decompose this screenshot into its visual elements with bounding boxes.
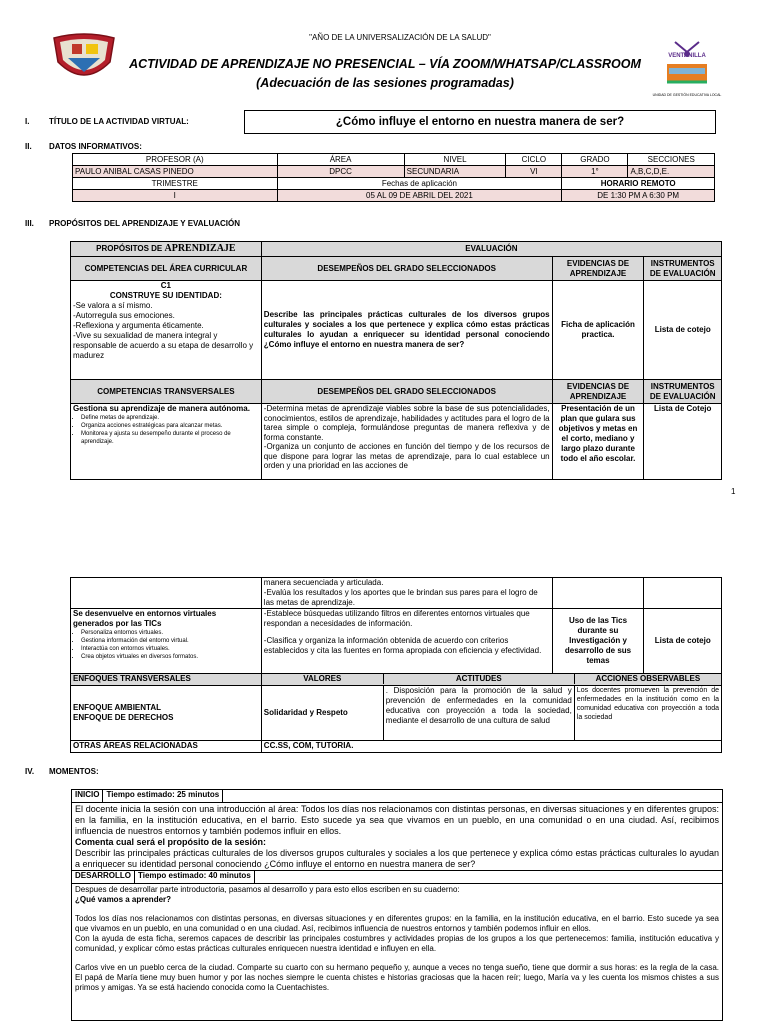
value-profesor: PAULO ANIBAL CASAS PINEDO — [73, 166, 278, 178]
t2-desempeno-cell — [261, 609, 552, 674]
propositos-word: APRENDIZAJE — [164, 243, 236, 254]
desarrollo-p2: Con la ayuda de esta ficha, seremos capaces de describir las principales costumbres y actividades propias de los grupos a los que pertenecemos: familia, institución educativa y comunidad, y explicar cómo estas prácticas culturales enriquecen nuestra identidad e influyen en ella. — [75, 934, 719, 953]
year-motto: "AÑO DE LA UNIVERSALIZACIÓN DE LA SALUD" — [309, 33, 491, 42]
section-2-number: II. — [25, 142, 32, 151]
value-area: DPCC — [277, 166, 404, 178]
capacidad-item: -Autorregula sus emociones. — [73, 311, 175, 320]
capacidad-item: -Reflexiona y argumenta éticamente. — [73, 321, 204, 330]
acciones-header: ACCIONES OBSERVABLES — [595, 674, 701, 683]
enfoques-subheader-row — [261, 674, 721, 686]
header-area: ÁREA — [277, 154, 404, 166]
desarrollo-p1: Todos los días nos relacionamos con distintas personas, en diversas situaciones y en diferentes grupos: en la familia, en la institución educativa, en el barrio. Esto sucede ya sea que vivamos en un pueblo, en una comunidad o en una ciudad. Así, recibimos influencia de nuestros entornos y también podemos influir en ellos. — [75, 914, 719, 933]
proposito-text: Describir las principales prácticas culturales de los diversos grupos culturales y sociales a los que pertenece y explica cómo estas prácticas culturales lo ayudan a enriquecer su identidad personal conociendo ¿Cómo influye el entorno en nuestra manera de ser? — [75, 848, 719, 869]
transversal-name: Se desenvuelve en entornos virtuales generados por las TICs — [73, 609, 217, 628]
transversal-t1-cell — [71, 404, 262, 480]
inicio-text: El docente inicia la sesión con una introducción al área: Todos los días nos relacionamos con distintas personas, en diversas situaciones y en diferentes grupos: en la familia, en la institución educativa, en el barrio. Esto sucede ya sea que vivamos en un pueblo, en una comunidad o en una ciudad. Así, recibimos influencia de nuestros entornos y también podemos influir en ellos. — [75, 804, 719, 836]
competencia-code: C1 — [160, 281, 172, 290]
capacidad-bullet: • Personaliza entornos virtuales. — [81, 629, 259, 637]
header-nivel: NIVEL — [404, 154, 506, 166]
t1-cont-p1: manera secuenciada y articulada. — [263, 578, 384, 587]
section-4-label: MOMENTOS: — [49, 767, 99, 776]
accion-value: Los docentes promueven la prevención de enfermedades en la institución como en la comunidad educativa con proyección a toda la sociedad — [576, 687, 719, 721]
value-fechas: 05 AL 09 DE ABRIL DEL 2021 — [277, 190, 562, 202]
continuation-table — [70, 577, 722, 753]
t1-evidencia: Presentación de un plan que gulara sus objetivos y metas en el corto, mediano y largo plazo durante todo el año escolar. — [552, 404, 644, 480]
header-trimestre: TRIMESTRE — [73, 178, 278, 190]
t2-desempeno-p1: -Establece búsquedas utilizando filtros en diferentes entornos virtuales que respondan a necesidades de información. — [263, 609, 530, 628]
c1-desempeno: Describe las principales prácticas culturales de los diversos grupos culturales y sociales a los que pertenece y explica cómo estas prácticas culturales lo ayudan a enriquecer su identidad personal conociendo ¿Cómo influye el entorno en nuestra manera de ser? — [261, 281, 552, 380]
evidencias-header-2: EVIDENCIAS DE APRENDIZAJE — [552, 380, 644, 404]
t2-evidencia: Uso de las Tics durante su Investigación y desarrollo de sus temas — [552, 609, 644, 674]
momentos-box — [71, 789, 723, 1021]
otras-areas-label: OTRAS ÁREAS RELACIONADAS — [71, 741, 262, 753]
instrumentos-header-2: INSTRUMENTOS DE EVALUACIÓN — [644, 380, 722, 404]
capacidad-bullet: • Organiza acciones estratégicas para alcanzar metas. — [81, 422, 259, 430]
desarrollo-label: DESARROLLO — [72, 871, 135, 883]
capacidad-bullet: • Gestiona información del entorno virtual. — [81, 637, 259, 645]
header-ciclo: CICLO — [506, 154, 562, 166]
enfoques-detail-row — [261, 686, 721, 741]
c1-instrumento: Lista de cotejo — [644, 281, 722, 380]
desarrollo-time: Tiempo estimado: 40 minutos — [135, 871, 255, 883]
desempenos-header: DESEMPEÑOS DEL GRADO SELECCIONADOS — [261, 257, 552, 281]
inicio-label: INICIO — [72, 790, 103, 802]
header-horario: HORARIO REMOTO — [562, 178, 715, 190]
instrumentos-header: INSTRUMENTOS DE EVALUACIÓN — [644, 257, 722, 281]
actitudes-header: ACTITUDES — [384, 674, 575, 684]
header-fechas: Fechas de aplicación — [277, 178, 562, 190]
continuation-empty-cell — [552, 578, 644, 609]
value-trimestre: I — [73, 190, 278, 202]
valor-value: Solidaridad y Respeto — [262, 686, 384, 740]
evidencias-header: EVIDENCIAS DE APRENDIZAJE — [552, 257, 644, 281]
section-4-number: IV. — [25, 767, 35, 776]
section-1-label: TÍTULO DE LA ACTIVIDAD VIRTUAL: — [49, 117, 189, 126]
enfoques-header: ENFOQUES TRANSVERSALES — [71, 674, 262, 686]
capacidad-item: -Vive su sexualidad de manera integral y responsable de acuerdo a su etapa de desarrollo y madurez — [73, 331, 254, 360]
otras-areas-value: CC.SS, COM, TUTORIA. — [261, 741, 721, 753]
que-vamos-aprender: ¿Qué vamos a aprender? — [75, 895, 172, 904]
enfoque-derechos: ENFOQUE DE DERECHOS — [73, 713, 174, 722]
continuation-empty-cell — [71, 578, 262, 609]
section-1-number: I. — [25, 117, 30, 126]
transversal-t2-cell — [71, 609, 262, 674]
t1-desempeno-cell — [261, 404, 552, 480]
section-3-label: PROPÓSITOS DEL APRENDIZAJE Y EVALUACIÓN — [49, 219, 240, 228]
propositos-table — [70, 241, 722, 480]
c1-evidencia: Ficha de aplicación practica. — [552, 281, 644, 380]
proposito-label: Comenta cual será el propósito de la sesión: — [75, 837, 267, 847]
t2-instrumento: Lista de cotejo — [644, 609, 722, 674]
document-title: ACTIVIDAD DE APRENDIZAJE NO PRESENCIAL – VÍA ZOOM/WHATSAP/CLASSROOM — [129, 57, 641, 71]
valores-header: VALORES — [262, 674, 384, 684]
competencias-transversales-header: COMPETENCIAS TRANSVERSALES — [71, 380, 262, 404]
ugel-logo-caption: UNIDAD DE GESTIÓN EDUCATIVA LOCAL — [652, 93, 722, 97]
header-grado: GRADO — [562, 154, 628, 166]
desarrollo-intro: Despues de desarrollar parte introductoria, pasamos al desarrollo y para esto ellos escriben en su cuaderno: — [75, 885, 460, 894]
capacidad-bullet: • Define metas de aprendizaje. — [81, 414, 259, 422]
t1-instrumento: Lista de Cotejo — [644, 404, 722, 480]
competencia-name: CONSTRUYE SU IDENTIDAD: — [109, 291, 222, 300]
propositos-header — [71, 242, 262, 257]
ugel-ventanilla-logo — [652, 38, 722, 100]
desarrollo-p3: Carlos vive en un pueblo cerca de la ciudad. Comparte su cuarto con su hermano pequeño y, aunque a veces no tenga sueño, tiene que dormir a sus horas: es la regla de la casa. El papá de María tiene muy buen humor y por las noches siempre le cuenta chistes e historias graciosas que la hacen reír; luego, María va y les cuenta los mismos chistes a sus primos y amigas. Ya se está haciendo conocida como la Cuentachistes. — [75, 963, 719, 992]
t1-desempeno-p2: -Organiza un conjunto de acciones en función del tiempo y de los recursos de que dispone para lograr las metas de aprendizaje, para lo cual establece un orden y una prioridad en las acciones de — [263, 442, 550, 470]
competencias-area-header: COMPETENCIAS DEL ÁREA CURRICULAR — [71, 257, 262, 281]
value-ciclo: VI — [506, 166, 562, 178]
capacidad-item: -Se valora a sí mismo. — [73, 301, 153, 310]
inicio-time: Tiempo estimado: 25 minutos — [103, 790, 223, 802]
continuation-empty-cell — [644, 578, 722, 609]
evaluacion-header: EVALUACIÓN — [261, 242, 721, 257]
datos-informativos-table — [72, 153, 715, 202]
t1-cont-p2: -Evalúa los resultados y los aportes que le brindan sus pares para el logro de las metas de aprendizaje. — [263, 588, 538, 607]
activity-title-box — [244, 110, 716, 134]
header-secciones: SECCIONES — [628, 154, 715, 166]
transversal-name: Gestiona su aprendizaje de manera autónoma. — [73, 404, 250, 413]
section-2-label: DATOS INFORMATIVOS: — [49, 142, 142, 151]
t1-desempeno-cont — [261, 578, 552, 609]
enfoque-ambiental: ENFOQUE AMBIENTAL — [73, 703, 161, 712]
ugel-logo-name: VENTANILLA — [668, 53, 706, 59]
value-secciones: A,B,C,D,E. — [628, 166, 715, 178]
header-profesor: PROFESOR (A) — [73, 154, 278, 166]
competencia-c1-cell — [71, 281, 262, 380]
section-3-number: III. — [25, 219, 34, 228]
school-crest-logo — [50, 32, 118, 84]
capacidad-bullet: • Crea objetos virtuales en diversos formatos. — [81, 653, 259, 661]
propositos-prefix: PROPÓSITOS DE — [96, 244, 165, 253]
activity-title-value: ¿Cómo influye el entorno en nuestra manera de ser? — [335, 116, 625, 128]
capacidad-bullet: • Interactúa con entornos virtuales. — [81, 645, 259, 653]
value-horario: DE 1:30 PM A 6:30 PM — [562, 190, 715, 202]
t1-desempeno-p1: -Determina metas de aprendizaje viables sobre la base de sus potencialidades, conocimientos, estilos de aprendizaje, habilidades y actitudes para el logro de la tarea simple o compleja, formulándose preguntas de manera reflexiva y de forma constante. — [263, 404, 550, 442]
t2-desempeno-p2: -Clasifica y organiza la información obtenida de acuerdo con criterios establecidos y cita las fuentes en forma apropiada con eficiencia y efectividad. — [263, 636, 542, 655]
value-grado: 1° — [562, 166, 628, 178]
actitud-value: . Disposición para la promoción de la salud y prevención de enfermedades en la comunidad educativa con proyección a toda la sociedad, mediante el desarrollo de una cultura de salud — [384, 686, 575, 740]
document-subtitle: (Adecuación de las sesiones programadas) — [256, 76, 514, 90]
value-nivel: SECUNDARIA — [404, 166, 506, 178]
enfoques-cell — [71, 686, 262, 741]
page-number: 1 — [731, 487, 736, 496]
desempenos-header-2: DESEMPEÑOS DEL GRADO SELECCIONADOS — [261, 380, 552, 404]
capacidad-bullet: • Monitorea y ajusta su desempeño durante el proceso de aprendizaje. — [81, 430, 259, 446]
